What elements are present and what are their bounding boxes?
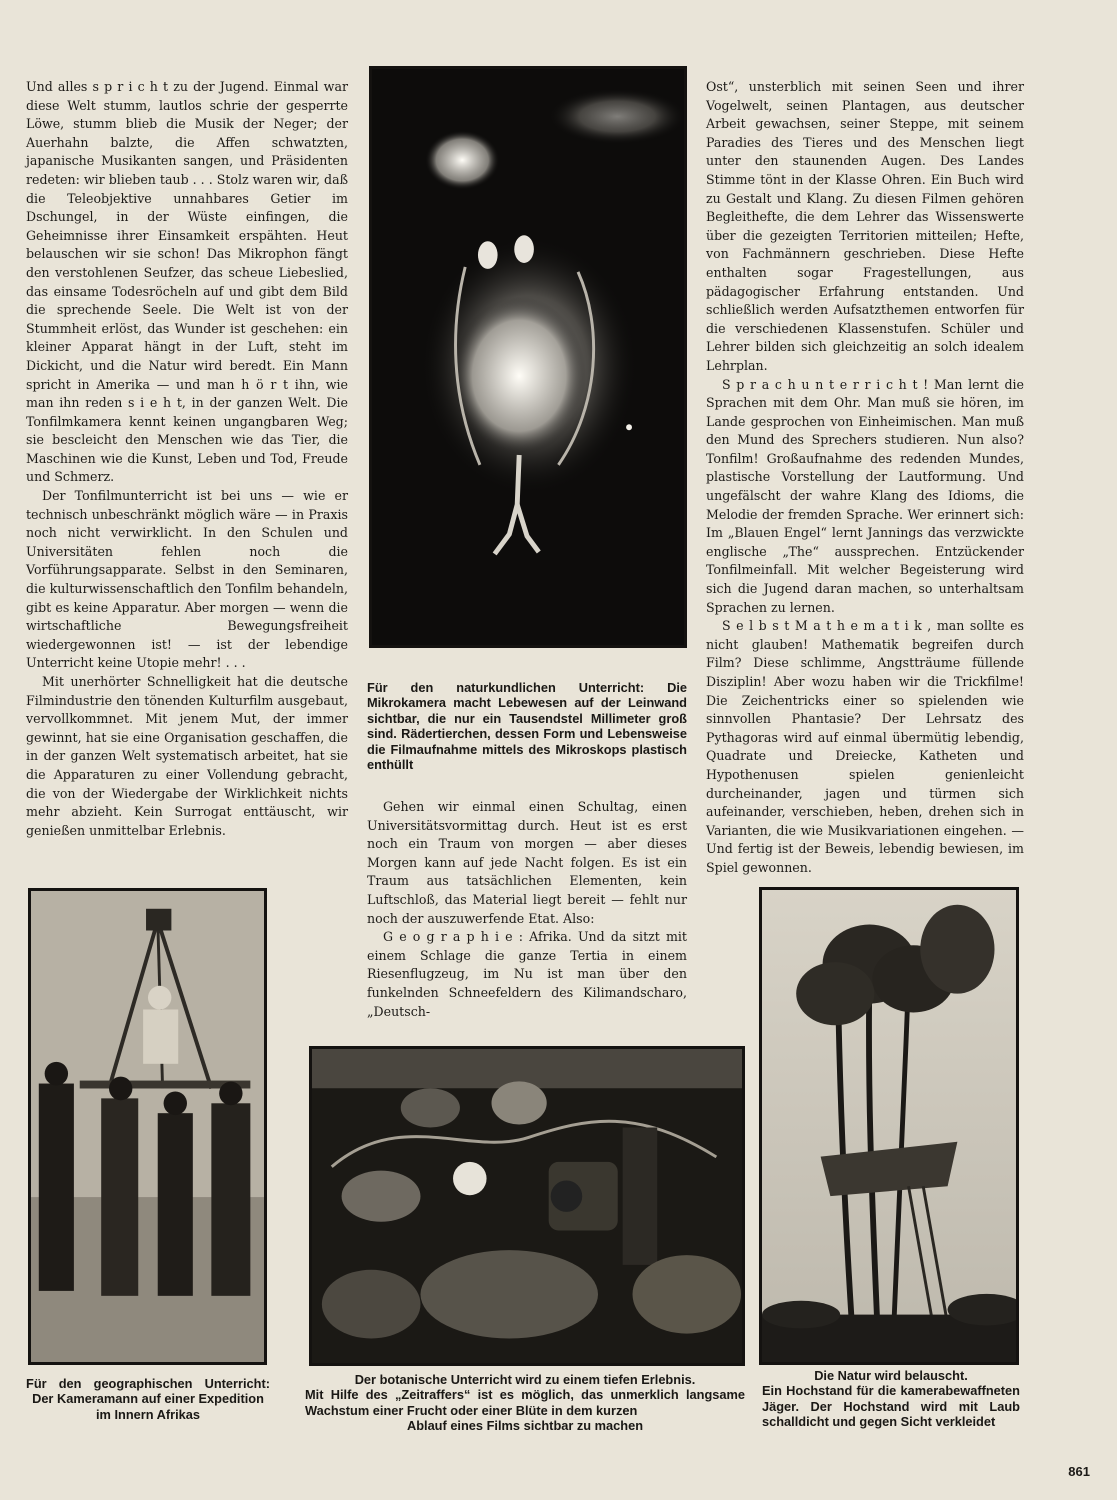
microscope-caption: Für den naturkundlichen Unterricht: Die Mikrokamera macht Lebewesen auf der Leinwand sichtbar, die nur ein Tausendstel Millimeter groß sind. Rädertierchen, dessen Form und Lebensweise die Filmaufnahme mittels des Mikroskops plastisch enthüllt bbox=[367, 680, 687, 773]
expedition-image bbox=[31, 891, 264, 1362]
rotifer-image bbox=[372, 69, 684, 645]
africa-caption-line: Für den geographischen Unterricht: bbox=[26, 1376, 270, 1391]
nature-caption-line: Ein Hochstand für die kamerabewaffneten Jäger. Der Hochstand wird mit Laub schalldicht und gegen Sicht verkleidet bbox=[762, 1383, 1020, 1430]
paragraph: Gehen wir einmal einen Schultag, einen Universitätsvormittag durch. Heut ist es erst noch ein Traum von morgen — aber dieses Morgen kann auf jede Nacht folgen. Es ist ein Traum aus tatsächlichen Elementen, kein Luftschloß, das Material liegt bereit — fehlt nur noch der auszuwerfende Etat. Also: bbox=[367, 799, 687, 926]
africa-caption bbox=[26, 1376, 270, 1422]
paragraph: Ost“, unsterblich mit seinen Seen und ihrer Vogelwelt, seinen Plantagen, aus deutscher Arbeit gewachsen, seiner Steppe, mit seinem Paradies des Tieres und des Menschen liegt unter den staunenden Augen. Des Landes Stimme tönt in der Klasse Ohren. Ein Buch wird zu Gestalt und Klang. Zu diesen Filmen gehören Begleithefte, die dem Lehrer das Wissenswerte über die gezeigten Territorien mitteilen; Hefte, von Fachmännern geschrieben. Diese Hefte enthalten sogar Fragestellungen, aus pädagogischer Erfahrung entstanden. Und schließlich werden Aufsatzthemen entworfen für die verschiedenen Klassenstufen. Schüler und Lehrer bilden sich gleichzeitig an solch idealem Lehrplan. bbox=[706, 79, 1024, 373]
botany-caption-line: Der botanische Unterricht wird zu einem tiefen Erlebnis. bbox=[354, 1372, 696, 1387]
hunting-stand-photo bbox=[759, 887, 1019, 1365]
botany-image bbox=[312, 1049, 742, 1363]
africa-expedition-photo bbox=[28, 888, 267, 1365]
text-column-left bbox=[26, 78, 348, 840]
nature-caption-line: Die Natur wird belauscht. bbox=[814, 1368, 968, 1383]
paragraph: Mit unerhörter Schnelligkeit hat die deutsche Filmindustrie den tönenden Kulturfilm ausgebaut, vervollkommnet. Mit jenem Mut, der immer gewinnt, hat sie eine Organisation geschaffen, die in der ganzen Welt systematisch arbeitet, hat sie die Apparaturen zu einer Vollendung gebracht, die von der Wiedergabe der Wirklichkeit nichts mehr abzieht. Kein Surrogat enttäuscht, wir genießen unmittelbar Erlebnis. bbox=[26, 674, 348, 838]
africa-caption-line: im Innern Afrikas bbox=[95, 1406, 201, 1422]
text-column-middle bbox=[367, 798, 687, 1021]
text-column-right bbox=[706, 78, 1024, 878]
botany-timelapse-photo bbox=[309, 1046, 745, 1366]
paragraph: S p r a c h u n t e r r i c h t ! Man lernt die Sprachen mit dem Ohr. Man muß sie hören, im Lande gesprochen von Einheimischen. Man muß den Mund des Sprechers studieren. Nun also? Tonfilm! Großaufnahme des redenden Mundes, plastische Vorstellung der Lautformung. Und ungefälscht der wahre Klang des Idioms, die Melodie der fremden Sprache. Wer erinnert sich: Im „Blauen Engel“ lernt Jannings das verzwickte englische „The“ aussprechen. Entzückender Tonfilmeinfall. Mit welcher Begeisterung wird sich die Jugend daran machen, so unterhaltsam Sprachen zu lernen. bbox=[706, 376, 1024, 615]
paragraph: G e o g r a p h i e : Afrika. Und da sitzt mit einem Schlage die ganze Tertia in einem Riesenflugzeug, im Nu ist man über den funkelnden Schneefeldern des Kilimandscharo, „Deutsch- bbox=[367, 929, 687, 1019]
paragraph: Und alles s p r i c h t zu der Jugend. Einmal war diese Welt stumm, lautlos schrie der gesperrte Löwe, stumm blieb die Musik der Neger; der Auerhahn balzte, die Affen schwatzten, japanische Musikanten sangen, und Präsidenten redeten: wir blieben taub . . . Stolz waren wir, daß die Teleobjektive unnahbares Getier im Dschungel, in der Wüste einfingen, die Geheimnisse ihrer Einsamkeit erspähten. Heut belauschen wir sie schon! Das Mikrophon fängt den verstohlenen Seufzer, das scheue Liebeslied, das einsame Todesröcheln auf und gibt dem Bild die sprechende Seele. Die Welt ist von der Stummheit erlöst, das Wunder ist geschehen: ein kleiner Apparat hängt in der Luft, steht im Dickicht, und die Natur wird beredt. Ein Mann spricht in Amerika — und man h ö r t ihn, wie man ihn reden s i e h t, in der ganzen Welt. Die Tonfilmkamera kennt keinen ungangbaren Weg; sie bescleicht den Menschen wie das Tier, die Maschinen wie die Kunst, Leben und Tod, Freude und Schmerz. bbox=[26, 79, 348, 485]
africa-caption-line: Der Kameramann auf einer Expedition bbox=[32, 1391, 264, 1407]
page-number: 861 bbox=[1068, 1464, 1090, 1479]
botany-caption bbox=[305, 1372, 745, 1434]
botany-caption-line: Ablauf eines Films sichtbar zu machen bbox=[406, 1418, 644, 1434]
paragraph: Der Tonfilmunterricht ist bei uns — wie er technisch unbeschränkt möglich wäre — in Praxis noch nicht verwirklicht. In den Schulen und Universitäten fehlen noch die Vorführungsapparate. Selbst in den Seminaren, die kulturwissenschaftlich den Tonfilm behandeln, gibt es keine Apparatur. Aber morgen — wenn die wirtschaftliche Bewegungsfreiheit wiedergewonnen ist! — ist der lebendige Unterricht keine Utopie mehr! . . . bbox=[26, 488, 348, 671]
botany-caption-line: Mit Hilfe des „Zeitraffers“ ist es möglich, das unmerklich langsame Wachstum einer Frucht oder einer Blüte in dem kurzen bbox=[305, 1387, 745, 1418]
rotifer-microscope-photo bbox=[369, 66, 687, 648]
nature-caption bbox=[762, 1368, 1020, 1430]
hunting-stand-image bbox=[762, 890, 1016, 1362]
paragraph: S e l b s t M a t h e m a t i k , man sollte es nicht glauben! Mathematik begreifen durch Film? Diese schlimme, Angstträume füllende Disziplin! Aber wozu haben wir die Trickfilme! Die Zeichentricks einer so spielenden wie sinnvollen Phantasie? Der Lehrsatz des Pythagoras wird auf einmal übermütig lebendig, Quadrate und Dreiecke, Katheten und Hypothenusen spielen genienleicht durcheinander, jagen und türmen sich aufeinander, verschieben, heben, drehen sich in Varianten, die wie Musikvariationen eingehen. — Und fertig ist der Beweis, lebendig bewiesen, im Spiel gewonnen. bbox=[706, 618, 1024, 875]
